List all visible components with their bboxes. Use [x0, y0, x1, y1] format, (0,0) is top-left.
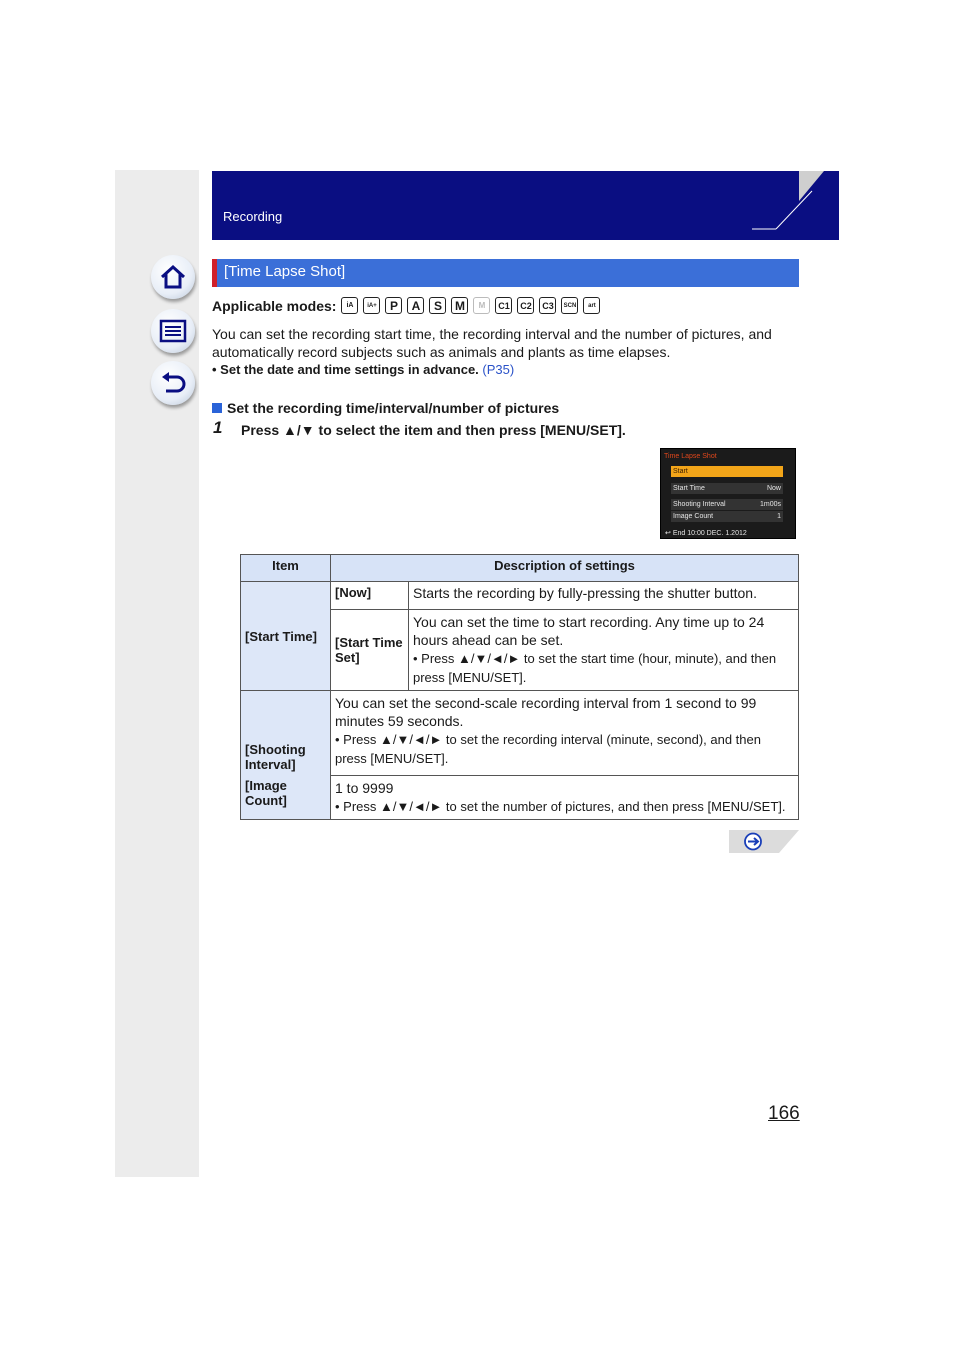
- start-time-set-option: [Start Time Set]: [331, 610, 409, 691]
- header-description: Description of settings: [331, 555, 799, 582]
- count-text: 1 to 9999: [335, 779, 394, 796]
- home-button[interactable]: [151, 255, 195, 299]
- table-row: [241, 691, 799, 776]
- square-bullet-icon: [212, 403, 222, 413]
- interval-description: [331, 691, 799, 776]
- page-number: 166: [768, 1103, 800, 1124]
- note-page-link[interactable]: (P35): [482, 362, 515, 377]
- image-count-item: [Image Count]: [241, 775, 331, 819]
- lcd-row-start: Start: [671, 466, 783, 477]
- menu-button[interactable]: [151, 309, 195, 353]
- start-time-set-bullet: • Press ▲/▼/◄/► to set the start time (hour, minute), and then press [MENU/SET].: [413, 651, 777, 685]
- table-row: [241, 582, 799, 610]
- lcd-footer: ↩ End 10:00 DEC. 1.2012: [665, 530, 747, 537]
- lcd-row-start-time: Start Time Now: [673, 485, 781, 492]
- header-bar: [212, 171, 799, 240]
- mode-c1-icon: C1: [495, 297, 512, 314]
- lcd-row-interval: Shooting Interval 1m00s: [673, 501, 781, 508]
- date-time-note: [212, 362, 514, 377]
- now-description: Starts the recording by fully-pressing the shutter button.: [409, 582, 799, 610]
- mode-m-icon: M: [451, 297, 468, 314]
- interval-bullet: • Press ▲/▼/◄/► to set the recording interval (minute, second), and then press [MENU/SET].: [335, 732, 761, 766]
- shooting-interval-item: [Shooting Interval]: [241, 691, 331, 776]
- mode-c3-icon: C3: [539, 297, 556, 314]
- count-bullet: • Press ▲/▼/◄/► to set the number of pictures, and then press [MENU/SET].: [335, 798, 786, 814]
- note-text: • Set the date and time settings in advance.: [212, 362, 479, 377]
- back-button[interactable]: [151, 361, 195, 405]
- header-item: Item: [241, 555, 331, 582]
- lcd-row-count: Image Count 1: [673, 513, 781, 520]
- table-header-row: [241, 555, 799, 582]
- mode-a-icon: A: [407, 297, 424, 314]
- next-page-button[interactable]: [729, 830, 799, 853]
- mode-ia-plus-icon: iA+: [363, 297, 380, 314]
- subheading-text: Set the recording time/interval/number of pictures: [227, 400, 560, 416]
- start-time-set-description: [409, 610, 799, 691]
- now-option: [Now]: [331, 582, 409, 610]
- start-time-item: [Start Time]: [241, 582, 331, 691]
- step-text: Press ▲/▼ to select the item and then press [MENU/SET].: [241, 422, 626, 438]
- section-title: [Time Lapse Shot]: [224, 263, 346, 280]
- start-time-set-text: You can set the time to start recording. Any time up to 24 hours ahead can be set.: [413, 614, 765, 648]
- home-icon: [158, 262, 188, 292]
- settings-table: [240, 554, 799, 820]
- mode-movie-m-icon: M: [473, 297, 490, 314]
- camera-screen-preview: [660, 448, 796, 539]
- mode-c2-icon: C2: [517, 297, 534, 314]
- mode-scn-icon: SCN: [561, 297, 578, 314]
- mode-ia-icon: iA: [341, 297, 358, 314]
- lcd-title: Time Lapse Shot: [664, 453, 717, 460]
- header-section-label: Recording: [223, 209, 283, 224]
- mode-s-icon: S: [429, 297, 446, 314]
- step-number: 1: [213, 418, 223, 437]
- mode-p-icon: P: [385, 297, 402, 314]
- modes-label: Applicable modes:: [212, 297, 337, 314]
- back-arrow-icon: [158, 368, 188, 398]
- count-description: [331, 775, 799, 819]
- menu-list-icon: [158, 316, 188, 346]
- table-row: [241, 775, 799, 819]
- applicable-modes: [212, 297, 600, 314]
- mode-creative-icon: art: [583, 297, 600, 314]
- interval-text: You can set the second-scale recording interval from 1 second to 99 minutes 59 seconds.: [335, 695, 757, 729]
- subheading: [212, 400, 559, 416]
- intro-paragraph: You can set the recording start time, the recording interval and the number of pictures, and automatically record subjects such as animals and plants as time elapses.: [212, 326, 772, 360]
- page-corner-fold: [770, 171, 824, 241]
